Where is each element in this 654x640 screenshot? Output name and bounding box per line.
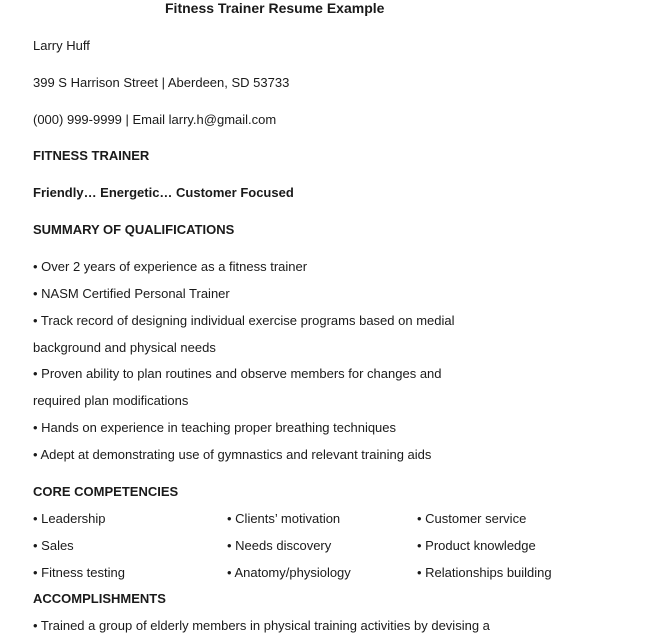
- accomplishments-heading: ACCOMPLISHMENTS: [33, 591, 166, 606]
- job-title: FITNESS TRAINER: [33, 148, 150, 163]
- competency-item: • Product knowledge: [417, 538, 536, 553]
- competency-item: • Leadership: [33, 511, 106, 526]
- competency-item: • Needs discovery: [227, 538, 332, 553]
- contact-info: (000) 999-9999 | Email larry.h@gmail.com: [33, 112, 277, 127]
- summary-line: • Adept at demonstrating use of gymnastics and relevant training aids: [33, 447, 432, 462]
- competency-item: • Customer service: [417, 511, 527, 526]
- summary-line: • Hands on experience in teaching proper breathing techniques: [33, 420, 397, 435]
- competency-item: • Anatomy/physiology: [227, 565, 351, 580]
- summary-heading: SUMMARY OF QUALIFICATIONS: [33, 222, 235, 237]
- summary-line: • Proven ability to plan routines and observe members for changes and: [33, 366, 442, 381]
- competencies-heading: CORE COMPETENCIES: [33, 484, 179, 499]
- accomplishment-line: • Trained a group of elderly members in physical training activities by devising a: [33, 618, 490, 633]
- tagline: Friendly… Energetic… Customer Focused: [33, 185, 294, 200]
- summary-line: • Track record of designing individual exercise programs based on medial: [33, 313, 455, 328]
- competency-item: • Fitness testing: [33, 565, 125, 580]
- address: 399 S Harrison Street | Aberdeen, SD 53733: [33, 75, 290, 90]
- competency-item: • Sales: [33, 538, 74, 553]
- competency-item: • Relationships building: [417, 565, 552, 580]
- summary-line: background and physical needs: [33, 340, 216, 355]
- summary-line: • NASM Certified Personal Trainer: [33, 286, 230, 301]
- competency-item: • Clients’ motivation: [227, 511, 341, 526]
- document-title: Fitness Trainer Resume Example: [165, 0, 385, 16]
- summary-line: • Over 2 years of experience as a fitness trainer: [33, 259, 308, 274]
- summary-line: required plan modifications: [33, 393, 189, 408]
- candidate-name: Larry Huff: [33, 38, 90, 53]
